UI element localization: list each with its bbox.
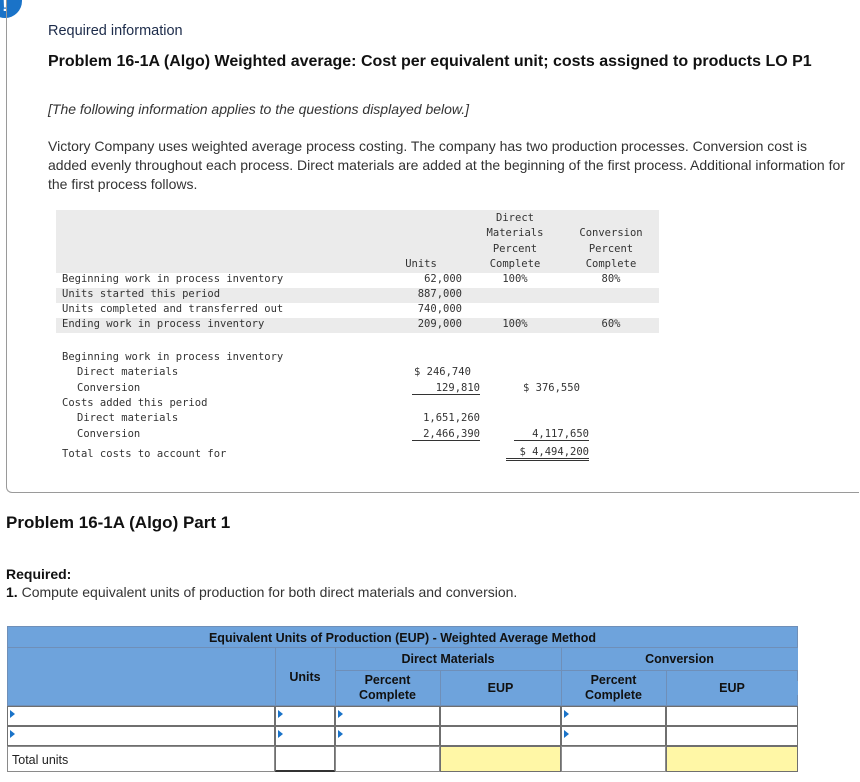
total-units-input[interactable]: [275, 746, 335, 772]
row1-dm-pct-icon: [338, 710, 343, 718]
cost-total-label: Total costs to account for: [62, 448, 227, 460]
cost-bwip-total: $ 376,550: [523, 382, 580, 394]
dm-pct-header: Percent Complete: [335, 673, 440, 703]
row1-dm-eup: [440, 706, 561, 726]
cost-bwip-conv-value: 129,810: [412, 382, 480, 395]
cost-grand-total: $ 4,494,200: [506, 446, 589, 461]
total-conv-eup-input[interactable]: [666, 746, 798, 772]
row-ewip-dm: 100%: [502, 318, 528, 330]
row1-label-input[interactable]: [7, 706, 275, 726]
cost-bwip-conv-label: Conversion: [77, 382, 141, 394]
row1-conv-pct-icon: [564, 710, 569, 718]
cost-added-conv-value: 2,466,390: [412, 428, 480, 441]
required-info-heading: Required information: [48, 23, 183, 39]
row-started-units: 887,000: [417, 288, 462, 300]
eup-table-title: Equivalent Units of Production (EUP) - Weighted Average Method: [7, 626, 798, 648]
conv-group-header: Conversion: [561, 648, 798, 670]
cost-added-label: Costs added this period: [62, 397, 208, 409]
total-dm-eup-input[interactable]: [440, 746, 561, 772]
row-bwip-conv: 80%: [601, 273, 621, 285]
row1-units-icon: [278, 710, 283, 718]
row2-dm-eup: [440, 726, 561, 746]
cost-bwip-dm-label: Direct materials: [77, 366, 179, 378]
required-label: Required:: [6, 566, 72, 582]
alert-icon: !: [0, 0, 22, 18]
row2-label-input[interactable]: [7, 726, 275, 746]
row2-dm-pct-icon: [338, 730, 343, 738]
col-conv-line2: Percent: [588, 243, 634, 255]
row-bwip-dm: 100%: [502, 273, 528, 285]
row2-conv-pct-input[interactable]: [561, 726, 666, 746]
row2-conv-eup: [666, 726, 798, 746]
row-completed-units: 740,000: [417, 303, 462, 315]
dm-eup-header: EUP: [440, 681, 561, 695]
row1-conv-eup: [666, 706, 798, 726]
cost-added-conv-label: Conversion: [77, 428, 141, 440]
dm-group-header: Direct Materials: [335, 648, 561, 670]
eup-table: [7, 626, 798, 772]
conv-eup-header: EUP: [666, 681, 798, 695]
row-started-label: Units started this period: [62, 288, 221, 300]
applies-note: [The following information applies to the questions displayed below.]: [48, 101, 470, 117]
problem-title: Problem 16-1A (Algo) Weighted average: Cost per equivalent unit; costs assigned to products LO P1: [48, 53, 812, 70]
row-ewip-label: Ending work in process inventory: [62, 318, 265, 330]
requirement-number: 1.: [6, 584, 18, 600]
cost-added-dm-value: 1,651,260: [423, 412, 480, 424]
row2-units-input[interactable]: [275, 726, 335, 746]
units-header: Units: [275, 671, 335, 683]
col-conv-line3: Complete: [585, 258, 637, 270]
row-bwip-label: Beginning work in process inventory: [62, 273, 284, 285]
row1-dropdown-icon: [10, 710, 15, 718]
col-units: Units: [405, 258, 437, 270]
row-completed-label: Units completed and transferred out: [62, 303, 284, 315]
total-units-label: Total units: [7, 746, 275, 772]
part-title: Problem 16-1A (Algo) Part 1: [6, 513, 231, 532]
col-dm-line4: Complete: [489, 258, 541, 270]
col-conv-line1: Conversion: [579, 227, 643, 239]
row1-conv-pct-input[interactable]: [561, 706, 666, 726]
row2-dropdown-icon: [10, 730, 15, 738]
row2-conv-pct-icon: [564, 730, 569, 738]
col-dm-line2: Materials: [486, 227, 544, 239]
problem-description: Victory Company uses weighted average process costing. The company has two production processes. Conversion cost is added evenly throughout each process. Direct materials are added at the beginning of the first process. Additional information for the first process follows.: [48, 138, 845, 192]
row-ewip-conv: 60%: [601, 318, 621, 330]
row-bwip-units: 62,000: [424, 273, 462, 285]
conv-pct-header: Percent Complete: [561, 673, 666, 703]
cost-bwip-label: Beginning work in process inventory: [62, 351, 284, 363]
row1-units-input[interactable]: [275, 706, 335, 726]
col-dm-line3: Percent: [492, 243, 538, 255]
row2-dm-pct-input[interactable]: [335, 726, 440, 746]
cost-added-total: 4,117,650: [514, 428, 589, 441]
requirement-body: Compute equivalent units of production for both direct materials and conversion.: [17, 584, 518, 600]
row2-units-icon: [278, 730, 283, 738]
row-ewip-units: 209,000: [417, 318, 462, 330]
requirement-text: [6, 584, 517, 600]
row1-dm-pct-input[interactable]: [335, 706, 440, 726]
cost-bwip-dm-value: $ 246,740: [414, 366, 471, 378]
cost-added-dm-label: Direct materials: [77, 412, 179, 424]
col-dm-line1: Direct: [496, 212, 534, 224]
